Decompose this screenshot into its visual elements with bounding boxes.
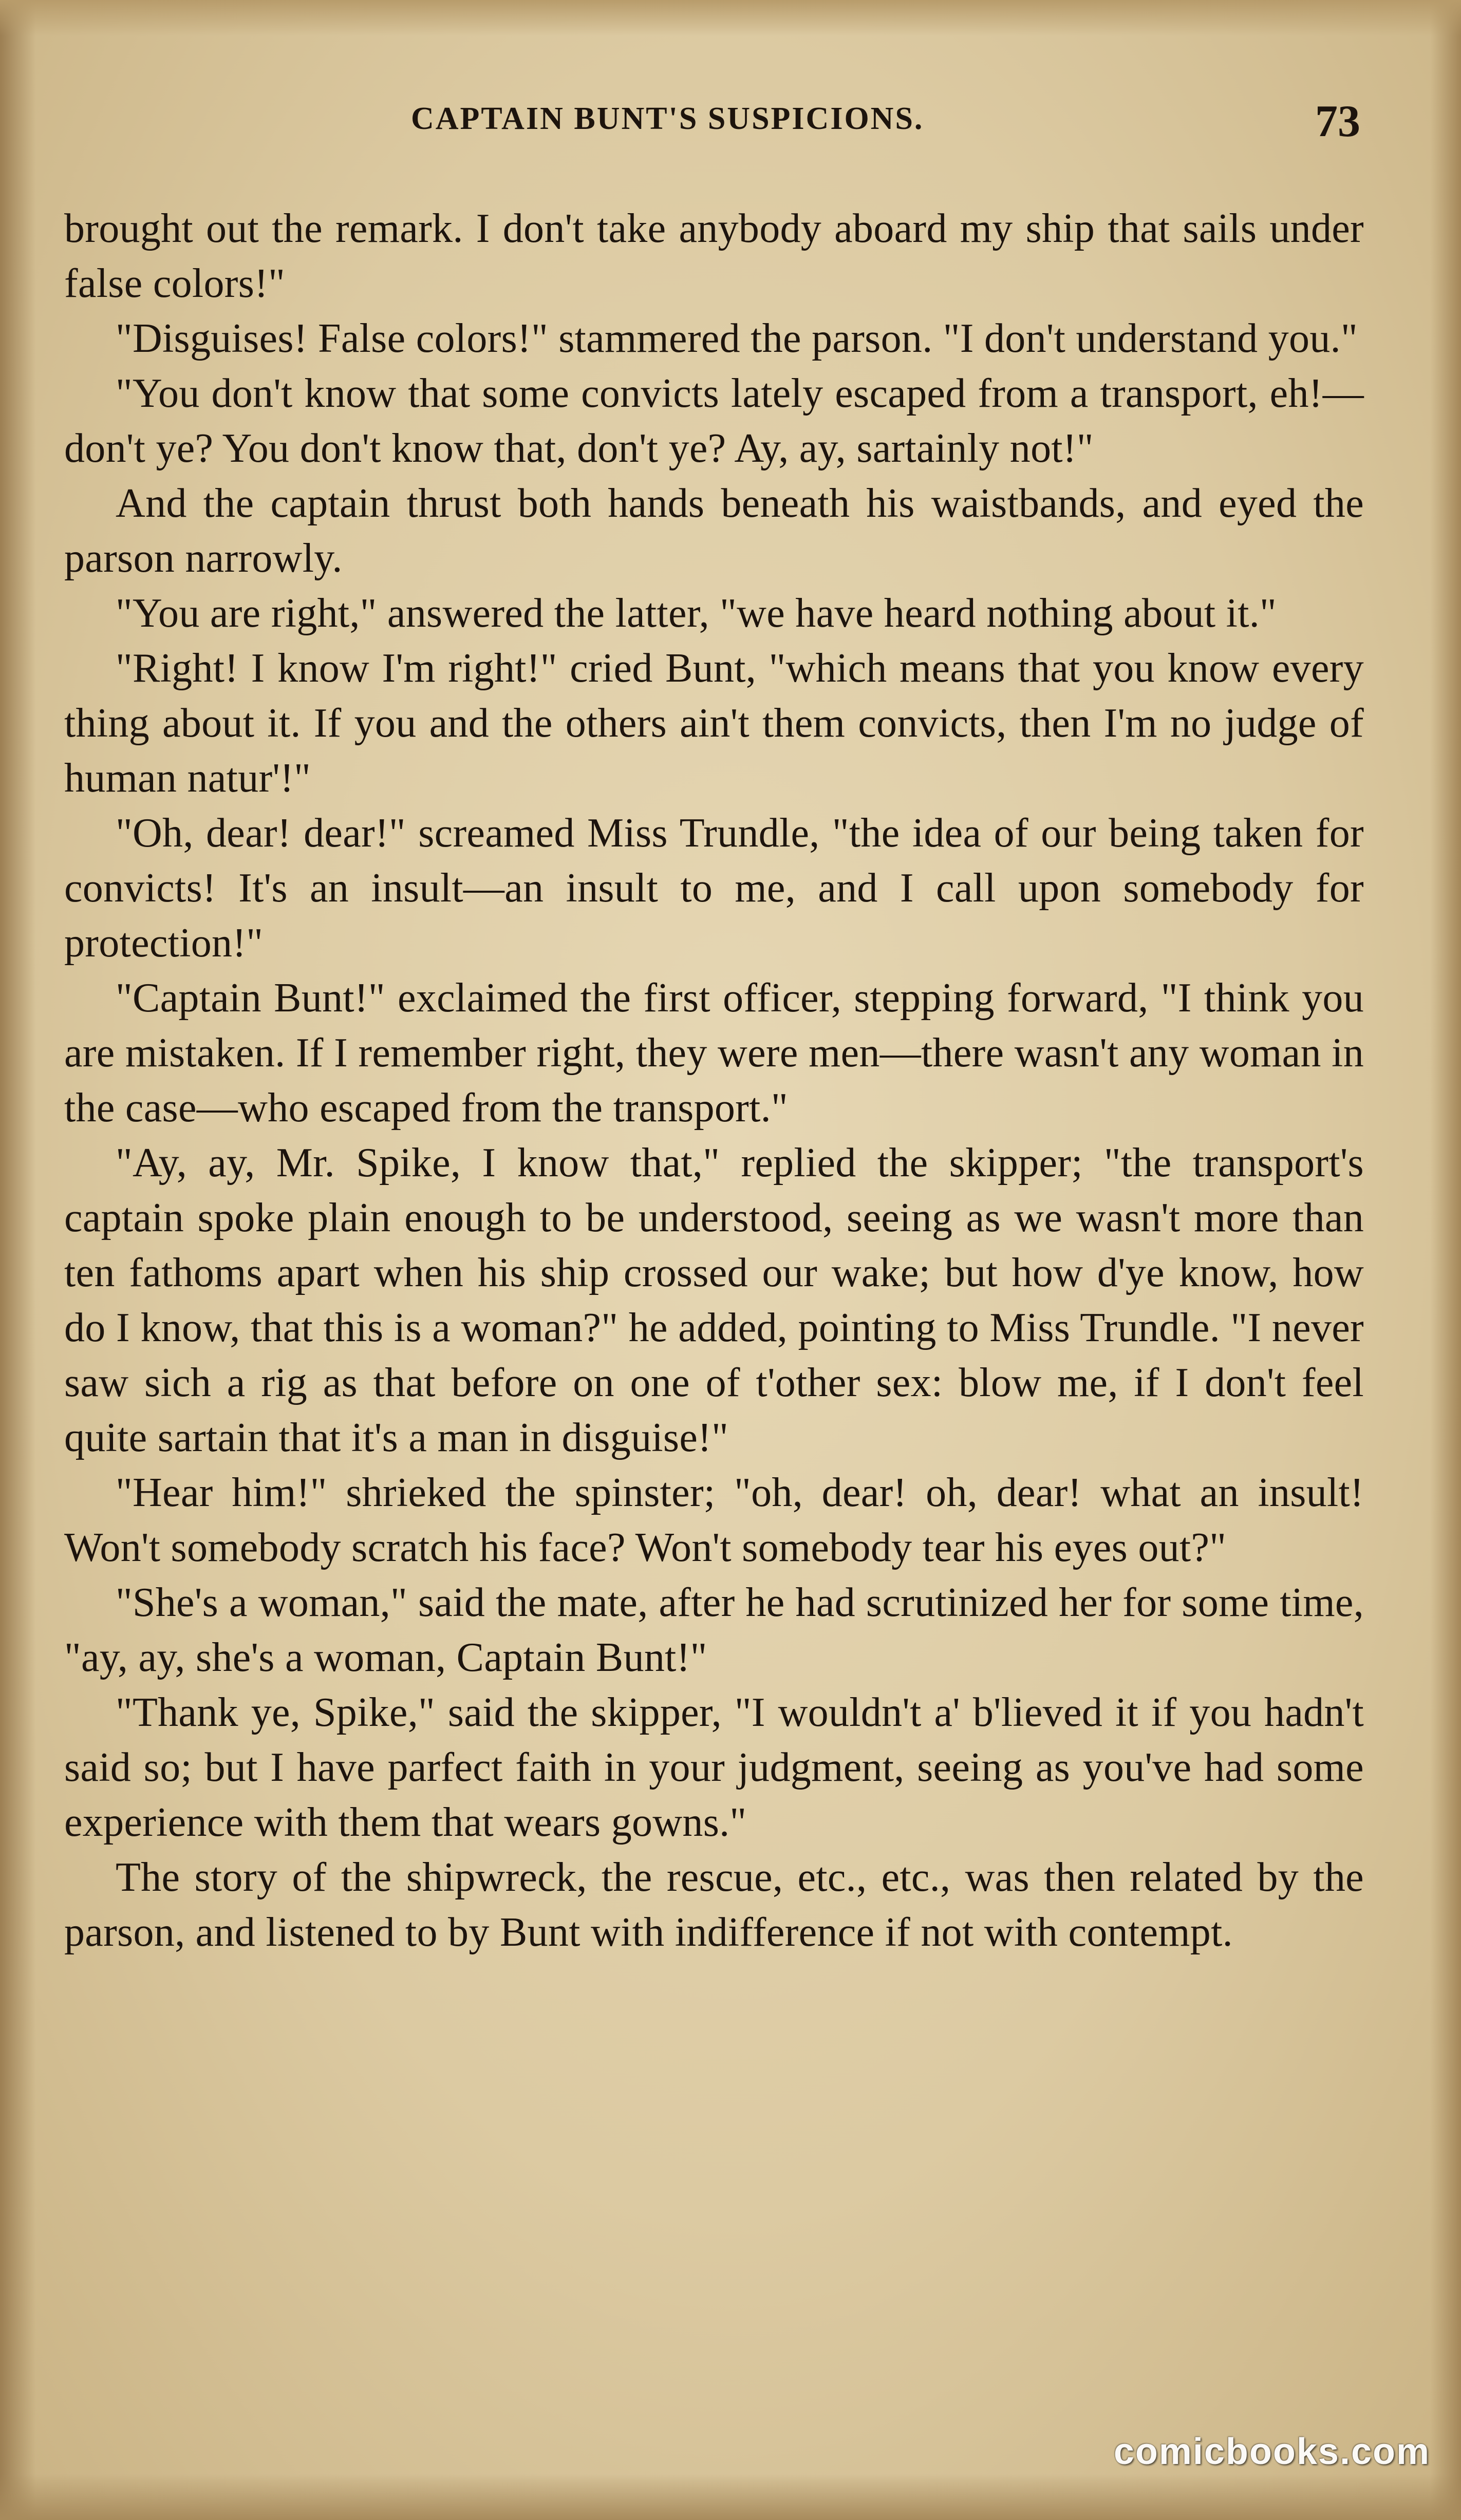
site-watermark: comicbooks.com	[1113, 2431, 1430, 2472]
paragraph: And the captain thrust both hands beneath his waistbands, and eyed the parson narrowly.	[64, 481, 1364, 581]
page-edge-shadow-right	[1430, 0, 1461, 2520]
running-title: CAPTAIN BUNT'S SUSPICIONS.	[411, 101, 924, 136]
paragraph: "Disguises! False colors!" stammered the parson. "I don't understand you."	[116, 316, 1358, 361]
paragraph: "Hear him!" shrieked the spinster; "oh, dear! oh, dear! what an insult! Won't somebody scratch his face? Won't somebody tear his eyes out?"	[64, 1470, 1364, 1570]
paragraph: "Right! I know I'm right!" cried Bunt, "which means that you know every thing about it. If you and the others ain't them convicts, then I'm no judge of human natur'!"	[64, 646, 1364, 801]
body-text	[64, 201, 1364, 1960]
page-number: 73	[1315, 97, 1360, 146]
paragraph: The story of the shipwreck, the rescue, etc., etc., was then related by the parson, and listened to by Bunt with indifference if not with contempt.	[64, 1855, 1364, 1955]
paragraph: "You don't know that some convicts lately escaped from a transport, eh!—don't ye? You don't know that, don't ye? Ay, ay, sartainly not!"	[64, 371, 1364, 471]
page-edge-shadow-top	[0, 0, 1461, 36]
paragraph: "You are right," answered the latter, "we have heard nothing about it."	[116, 591, 1277, 636]
page-edge-shadow-left	[0, 0, 36, 2520]
paragraph: "Thank ye, Spike," said the skipper, "I wouldn't a' b'lieved it if you hadn't said so; but I have parfect faith in your judgment, seeing as you've had some experience with them that wears gowns."	[64, 1690, 1364, 1845]
paragraph: "Captain Bunt!" exclaimed the first officer, stepping forward, "I think you are mistaken. If I remember right, they were men—there wasn't any woman in the case—who escaped from the transport."	[64, 975, 1364, 1131]
page-edge-shadow-bottom	[0, 2474, 1461, 2520]
paragraph: "Ay, ay, Mr. Spike, I know that," replied the skipper; "the transport's captain spoke plain enough to be understood, seeing as we wasn't more than ten fathoms apart when his ship crossed our wake; but how d'ye know, how do I know, that this is a woman?" he added, pointing to Miss Trundle. "I never saw sich a rig as that before on one of t'other sex: blow me, if I don't feel quite sartain that it's a man in disguise!"	[64, 1140, 1364, 1460]
paragraph: "She's a woman," said the mate, after he had scrutinized her for some time, "ay, ay, she's a woman, Captain Bunt!"	[64, 1580, 1364, 1680]
paragraph: "Oh, dear! dear!" screamed Miss Trundle, "the idea of our being taken for convicts! It's an insult—an insult to me, and I call upon somebody for protection!"	[64, 811, 1364, 966]
paragraph: brought out the remark. I don't take anybody aboard my ship that sails under false colors!"	[64, 206, 1364, 306]
